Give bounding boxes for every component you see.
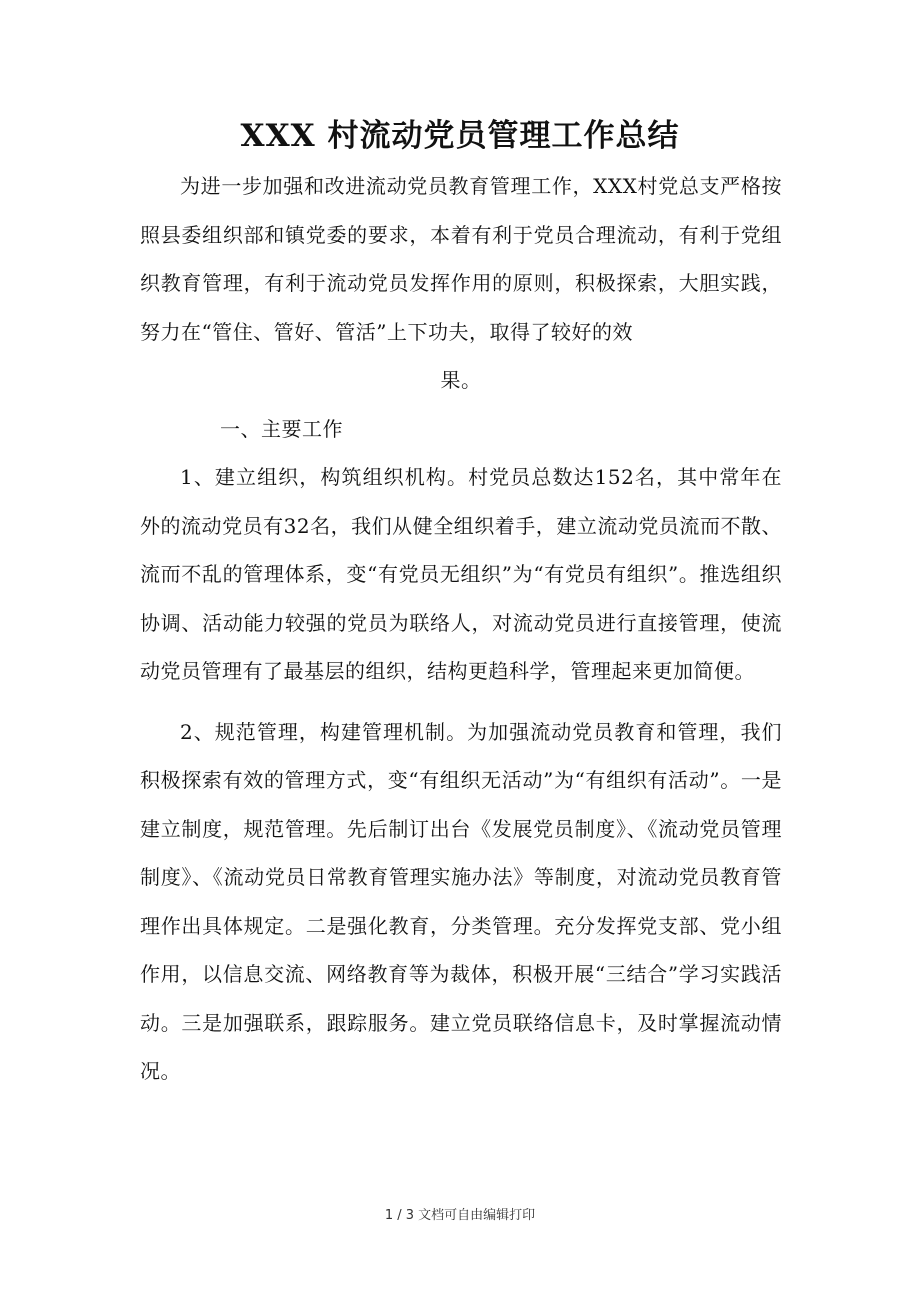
document-body [140, 162, 782, 1096]
intro-paragraph: 为进一步加强和改进流动党员教育管理工作，XXX村党总支严格按照县委组织部和镇党委的要求，本着有利于党员合理流动，有利于党组织教育管理，有利于流动党员发挥作用的原则，积极探索，大胆实践，努力在“管住、管好、管活”上下功夫，取得了较好的效 [140, 174, 782, 344]
paragraph-spacer [140, 696, 782, 708]
intro-paragraph-tail: 果。 [440, 368, 482, 392]
document-title: XXX 村流动党员管理工作总结 [240, 118, 680, 154]
paragraph-2: 2、规范管理，构建管理机制。为加强流动党员教育和管理，我们积极探索有效的管理方式，变“有组织无活动”为“有组织有活动”。一是建立制度，规范管理。先后制订出台《发展党员制度》、《流动党员管理制度》、《流动党员日常教育管理实施办法》等制度，对流动党员教育管理作出具体规定。二是强化教育，分类管理。充分发挥党支部、党小组作用，以信息交流、网络教育等为裁体，积极开展“三结合”学习实践活动。三是加强联系，跟踪服务。建立党员联络信息卡，及时掌握流动情况。 [140, 719, 782, 1083]
paragraph-1: 1、建立组织，构筑组织机构。村党员总数达152名，其中常年在外的流动党员有32名，我们从健全组织着手，建立流动党员流而不散、流而不乱的管理体系，变“有党员无组织”为“有党员有组织”。推选组织协调、活动能力较强的党员为联络人，对流动党员进行直接管理，使流动党员管理有了最基层的组织，结构更趋科学，管理起来更加简便。 [140, 465, 782, 683]
section-heading: 一、主要工作 [220, 416, 343, 441]
page-footer: 1 / 3 文档可自由编辑打印 [384, 1208, 536, 1223]
